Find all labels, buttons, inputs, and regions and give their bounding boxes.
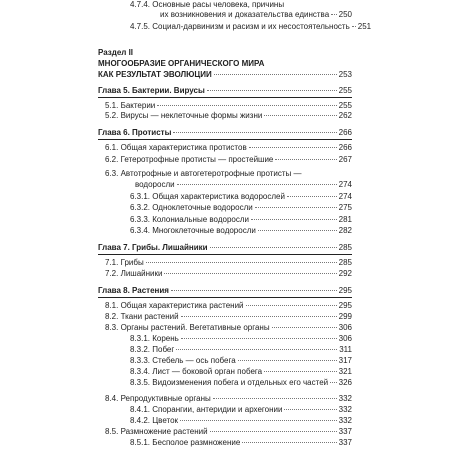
toc-page-number: 295	[338, 286, 352, 295]
toc-part-label: Раздел II	[98, 48, 134, 57]
toc-dot-leader	[164, 273, 336, 274]
toc-page-number: 266	[338, 143, 352, 152]
toc-entry-title: 4.7.4. Основные расы человека, причины	[130, 0, 285, 9]
toc-dot-leader	[207, 90, 337, 91]
toc-entry-title: 8.3.3. Стебель — ось побега	[130, 356, 236, 365]
toc-entry-title: Глава 7. Грибы. Лишайники	[98, 243, 208, 252]
toc-page-number: 275	[338, 203, 352, 212]
toc-page-number: 332	[338, 405, 352, 414]
toc-line	[98, 86, 352, 95]
toc-line	[160, 10, 352, 19]
toc-entry-title: водоросли	[135, 180, 175, 189]
toc-line	[105, 101, 352, 110]
toc-entry-title: 8.3.5. Видоизменения побега и отдельных его частей	[130, 378, 329, 387]
toc-page-number: 306	[338, 334, 352, 343]
toc-page-number: 282	[338, 226, 352, 235]
toc-dot-leader	[246, 305, 337, 306]
toc-page-number: 285	[338, 243, 352, 252]
toc-line	[130, 22, 372, 31]
toc-entry-title: их возникновения и доказательства единства	[160, 10, 330, 19]
toc-dot-leader	[157, 105, 336, 106]
toc-line	[98, 59, 352, 68]
toc-line	[105, 427, 352, 436]
toc-entry-title: 8.3. Органы растений. Вегетативные органы	[105, 323, 270, 332]
toc-dot-leader	[213, 398, 337, 399]
toc-dot-leader	[181, 316, 337, 317]
toc-dot-leader	[255, 207, 337, 208]
toc-entry-title: 5.2. Вирусы — неклеточные формы жизни	[105, 111, 263, 120]
chapter-underline	[98, 139, 352, 140]
toc-dot-leader	[275, 159, 336, 160]
chapter-underline	[98, 254, 352, 255]
toc-page-number: 253	[338, 70, 352, 79]
toc-line	[130, 334, 352, 343]
toc-entry-title: 8.5.1. Бесполое размножение	[130, 438, 241, 447]
toc-dot-leader	[249, 147, 337, 148]
toc-page-number: 321	[338, 367, 352, 376]
toc-page-number: 251	[357, 22, 372, 31]
toc-line	[130, 367, 352, 376]
toc-entry-title: 6.3.4. Многоклеточные водоросли	[130, 226, 256, 235]
toc-entry-title: 6.3.3. Колониальные водоросли	[130, 215, 249, 224]
toc-line	[130, 0, 352, 9]
toc-entry-title: 7.2. Лишайники	[105, 269, 163, 278]
toc-page-number: 299	[338, 312, 352, 321]
toc-entry-title: Глава 6. Протисты	[98, 128, 172, 137]
toc-dot-leader	[210, 247, 337, 248]
toc-entry-title: 6.3. Автотрофные и автогетеротрофные протисты —	[105, 169, 302, 178]
toc-entry-title: 8.3.4. Лист — боковой орган побега	[130, 367, 263, 376]
toc-page-number: 295	[338, 301, 352, 310]
toc-dot-leader	[177, 184, 337, 185]
toc-dot-leader	[258, 230, 337, 231]
toc-dot-leader	[264, 371, 337, 372]
toc-dot-leader	[214, 74, 337, 75]
toc-dot-leader	[180, 420, 337, 421]
toc-line	[105, 143, 352, 152]
toc-dot-leader	[171, 290, 337, 291]
toc-line	[130, 405, 352, 414]
chapter-underline	[98, 297, 352, 298]
toc-page-number: 326	[338, 378, 352, 387]
toc-line	[98, 286, 352, 295]
toc-line	[105, 269, 352, 278]
toc-page-number: 332	[338, 394, 352, 403]
toc-dot-leader	[181, 338, 337, 339]
toc-entry-title: 5.1. Бактерии	[105, 101, 156, 110]
toc-line	[130, 416, 352, 425]
toc-entry-title: 6.2. Гетеротрофные протисты — простейшие	[105, 155, 274, 164]
toc-line	[130, 203, 352, 212]
toc-line	[105, 301, 352, 310]
toc-entry-title: 4.7.5. Социал-дарвинизм и расизм и их несостоятельность	[130, 22, 350, 31]
toc-line	[135, 180, 352, 189]
toc-line	[105, 155, 352, 164]
toc-line	[98, 70, 352, 79]
toc-entry-title: 8.3.2. Побег	[130, 345, 175, 354]
toc-page-number: 255	[338, 101, 352, 110]
toc-dot-leader	[176, 349, 337, 350]
toc-page-number: 267	[338, 155, 352, 164]
toc-page-number: 262	[338, 111, 352, 120]
chapter-underline	[98, 97, 352, 98]
toc-page-number: 266	[338, 128, 352, 137]
toc-page-number: 337	[338, 427, 352, 436]
toc-dot-leader	[238, 360, 337, 361]
toc-page-number: 250	[338, 10, 352, 19]
toc-line	[130, 356, 352, 365]
toc-entry-title: 8.4.2. Цветок	[130, 416, 179, 425]
toc-dot-leader	[146, 262, 337, 263]
toc-line	[105, 312, 352, 321]
toc-page-number: 332	[338, 416, 352, 425]
toc-entry-title: КАК РЕЗУЛЬТАТ ЭВОЛЮЦИИ	[98, 70, 212, 79]
toc-page-number: 274	[338, 180, 352, 189]
toc-line	[105, 111, 352, 120]
toc-page-number: 292	[338, 269, 352, 278]
toc-line	[105, 169, 352, 178]
toc-line	[98, 128, 352, 137]
toc-line	[130, 438, 352, 447]
toc-page-number: 285	[338, 258, 352, 267]
toc-entry-title: 8.4. Репродуктивные органы	[105, 394, 211, 403]
toc-dot-leader	[210, 431, 337, 432]
toc-dot-leader	[287, 196, 337, 197]
toc-entry-title: 8.4.1. Спорангии, антеридии и архегонии	[130, 405, 283, 414]
toc-line	[105, 258, 352, 267]
toc-entry-title: 8.5. Размножение растений	[105, 427, 208, 436]
toc-dot-leader	[284, 409, 336, 410]
toc-entry-title: 7.1. Грибы	[105, 258, 144, 267]
toc-entry-title: 8.3.1. Корень	[130, 334, 179, 343]
toc-dot-leader	[251, 219, 337, 220]
toc-page-number: 311	[339, 345, 352, 354]
toc-entry-title: 8.1. Общая характеристика растений	[105, 301, 244, 310]
toc-entry-title: 6.1. Общая характеристика протистов	[105, 143, 247, 152]
toc-page-number: 274	[338, 192, 352, 201]
toc-page-number: 281	[338, 215, 352, 224]
toc-entry-title: Глава 8. Растения	[98, 286, 169, 295]
toc-line	[130, 215, 352, 224]
toc-line	[105, 394, 352, 403]
toc-entry-title: 6.3.1. Общая характеристика водорослей	[130, 192, 285, 201]
toc-dot-leader	[331, 14, 336, 15]
toc-page-number: 255	[338, 86, 352, 95]
toc-entry-title: 8.2. Ткани растений	[105, 312, 179, 321]
toc-dot-leader	[264, 115, 336, 116]
toc-entry-title: МНОГООБРАЗИЕ ОРГАНИЧЕСКОГО МИРА	[98, 59, 265, 68]
toc-dot-leader	[272, 327, 337, 328]
toc-line	[105, 323, 352, 332]
toc-page-number: 317	[338, 356, 352, 365]
toc-entry-title: Глава 5. Бактерии. Вирусы	[98, 86, 205, 95]
toc-dot-leader	[242, 442, 336, 443]
toc-dot-leader	[352, 26, 356, 27]
toc-line	[130, 192, 352, 201]
toc-entry-title: 6.3.2. Одноклеточные водоросли	[130, 203, 253, 212]
toc-dot-leader	[330, 382, 337, 383]
toc-line	[98, 243, 352, 252]
toc-page-number: 337	[338, 438, 352, 447]
toc-line	[130, 226, 352, 235]
toc-line	[130, 378, 352, 387]
toc-page-number: 306	[338, 323, 352, 332]
toc-dot-leader	[173, 132, 336, 133]
toc-line	[130, 345, 352, 354]
